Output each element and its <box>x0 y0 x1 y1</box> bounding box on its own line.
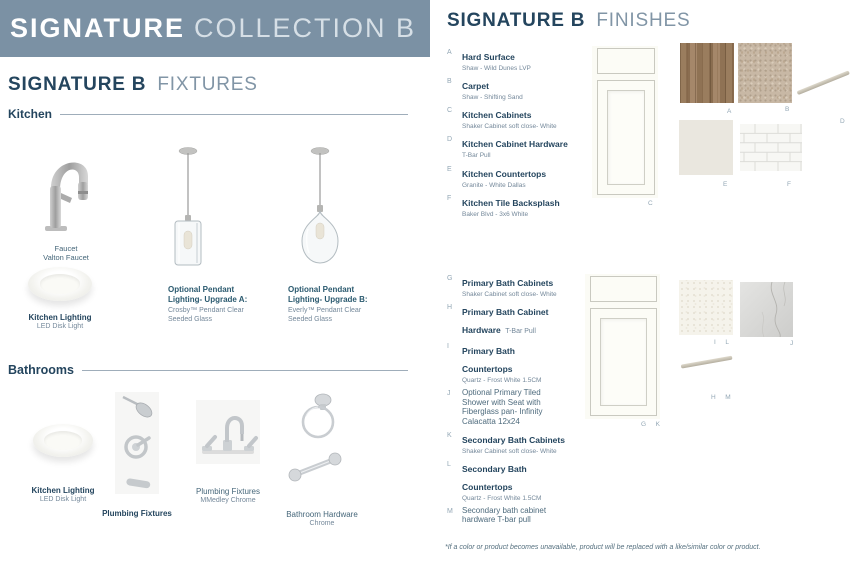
finish-item-k <box>447 430 567 456</box>
finish-name: Secondary bath cabinet hardware T-bar pull <box>462 505 547 525</box>
bath-faucet-name: Plumbing Fixtures <box>195 487 261 496</box>
finish-name: Kitchen Cabinet Hardware <box>462 139 568 150</box>
finish-name: Kitchen Cabinets <box>462 110 532 121</box>
swatch-label-j: J <box>790 340 796 347</box>
finish-item-b <box>447 76 597 102</box>
swatch-label-hm: H M <box>711 394 733 401</box>
cabinet-door-front <box>590 308 657 416</box>
kitchen-lighting-caption <box>14 313 106 332</box>
quartz-swatch <box>679 280 733 335</box>
finish-letter: M <box>447 507 453 515</box>
pendant-b-image <box>298 145 342 267</box>
finishes-heading <box>447 10 690 32</box>
finish-item-d <box>447 134 597 160</box>
finish-letter: B <box>447 78 452 86</box>
bath-lighting-caption <box>17 486 109 505</box>
fixtures-heading-bold: SIGNATURE B <box>8 74 147 95</box>
kitchen-section-rule <box>60 114 408 115</box>
pendant-a-sub-line1: Crosby™ Pendant Clear <box>168 306 244 314</box>
faucet-caption-line1: Faucet <box>54 244 78 253</box>
hardware-caption <box>272 510 372 529</box>
finish-name: Primary Bath Cabinet Hardware <box>462 307 549 336</box>
swatch-label-gk: G K <box>641 421 663 428</box>
kitchen-disk-light-image <box>28 267 92 301</box>
kitchen-cabinet-swatch <box>592 46 658 198</box>
pendant-b-sub-line2: Seeded Glass <box>288 315 332 323</box>
pendant-a-sub-line2: Seeded Glass <box>168 315 212 323</box>
finish-item-l <box>447 459 567 503</box>
pull-leg <box>811 89 816 97</box>
finish-letter: J <box>447 390 451 398</box>
finish-item-a <box>447 47 597 73</box>
finish-item-m <box>447 506 567 525</box>
finish-name: Optional Primary Tiled Shower with Seat with Fiberglass pan- Infinity Calacatta 12x24 <box>462 388 543 427</box>
hardware-name: Bathroom Hardware <box>286 510 358 519</box>
pendant-a-image <box>168 145 208 267</box>
swatch-label-c: C <box>648 200 655 207</box>
fixtures-heading <box>8 74 258 96</box>
finish-name: Kitchen Countertops <box>462 168 547 179</box>
pendant-b-sub-line1: Everly™ Pendant Clear <box>288 306 362 314</box>
swatch-label-b: B <box>785 106 792 113</box>
marble-swatch <box>740 282 793 337</box>
bath-lighting-sub: LED Disk Light <box>39 496 87 503</box>
finish-letter: K <box>447 431 452 439</box>
kitchen-section-header <box>8 107 408 121</box>
finishes-heading-light: FINISHES <box>596 10 691 31</box>
toilet-paper-holder-image <box>286 448 344 486</box>
finish-sub: Baker Blvd - 3x6 White <box>462 210 529 218</box>
finish-sub: Quartz - Frost White 1.5CM <box>462 494 542 502</box>
bathrooms-section-rule <box>82 370 408 371</box>
finish-sub: T-Bar Pull <box>505 328 536 336</box>
finish-letter: E <box>447 165 452 173</box>
pendant-b-name-line2: Lighting- Upgrade B: <box>288 295 368 305</box>
kitchen-lighting-sub: LED Disk Light <box>36 323 84 330</box>
finish-name: Secondary Bath Countertops <box>462 463 527 492</box>
finish-item-i <box>447 341 567 385</box>
banner-title-light: COLLECTION B <box>194 13 417 43</box>
finish-item-f <box>447 193 597 219</box>
finish-item-j <box>447 388 567 426</box>
bath-pull-swatch <box>681 356 736 385</box>
finish-item-c <box>447 105 597 131</box>
bath-disk-light-image <box>33 424 93 457</box>
faucet-caption-line2: Valton Faucet <box>43 253 89 263</box>
finish-item-e <box>447 164 597 190</box>
pendant-a-name-line1: Optional Pendant <box>168 285 235 294</box>
cabinet-door-front <box>597 80 655 195</box>
cabinet-door-panel <box>600 318 647 406</box>
finish-letter: D <box>447 136 453 144</box>
kitchen-lighting-name: Kitchen Lighting <box>28 313 92 322</box>
finish-name: Carpet <box>462 81 489 92</box>
cabinet-drawer-front <box>590 276 657 302</box>
bathrooms-section-header <box>8 363 408 377</box>
swatch-label-il: I L <box>714 339 732 346</box>
pendant-a-name-line2: Lighting- Upgrade A: <box>168 295 248 305</box>
finishes-heading-bold: SIGNATURE B <box>447 10 586 31</box>
kitchen-pull-swatch <box>797 70 853 113</box>
bath-cabinet-swatch <box>585 274 660 419</box>
hardware-sub: Chrome <box>309 520 335 527</box>
finish-letter: G <box>447 275 453 282</box>
bath-faucet-caption <box>183 487 273 506</box>
shower-set-drawing <box>115 392 159 494</box>
bath-finishes-list <box>447 273 567 528</box>
finish-letter: A <box>447 49 452 56</box>
pendant-b-name-line1: Optional Pendant <box>288 285 355 294</box>
swatch-label-f: F <box>787 181 793 188</box>
finish-name: Hard Surface <box>462 52 515 62</box>
bathrooms-section-label: Bathrooms <box>8 363 74 377</box>
carpet-swatch <box>738 43 792 103</box>
banner-title-bold: SIGNATURE <box>10 13 186 43</box>
finish-item-h <box>447 302 567 338</box>
finish-sub: Shaw - Wild Dunes LVP <box>462 65 531 72</box>
bath-faucet-sub: MMedley Chrome <box>200 497 256 504</box>
kitchen-section-label: Kitchen <box>8 107 53 121</box>
fixtures-heading-light: FIXTURES <box>157 74 258 95</box>
pull-bar <box>681 356 733 369</box>
cabinet-drawer-front <box>597 48 655 74</box>
pull-leg <box>694 366 698 373</box>
finish-name: Secondary Bath Cabinets <box>462 434 565 445</box>
finish-name: Primary Bath Cabinets <box>462 278 554 288</box>
finish-name: Kitchen Tile Backsplash <box>462 197 560 208</box>
finish-sub: Shaker Cabinet soft close- White <box>462 123 557 131</box>
swatch-label-d: D <box>840 118 847 125</box>
granite-swatch <box>679 120 733 175</box>
finish-item-g <box>447 273 567 299</box>
disclaimer-text: *If a color or product becomes unavailable, product will be replaced with a like/similar color or product. <box>445 544 761 551</box>
bath-faucet-image <box>196 400 260 464</box>
finish-letter: H <box>447 304 453 312</box>
finish-sub: Granite - White Dallas <box>462 181 526 189</box>
faucet-caption <box>12 244 120 263</box>
swatch-label-a: A <box>727 108 734 115</box>
finish-letter: I <box>447 343 449 351</box>
collection-banner <box>0 0 430 57</box>
finish-letter: C <box>447 107 453 115</box>
finish-sub: Shaker Cabinet soft close- White <box>462 291 557 298</box>
swatch-label-e: E <box>723 181 730 188</box>
finish-letter: L <box>447 460 451 468</box>
shower-set-image <box>115 392 159 494</box>
pull-leg <box>716 362 720 369</box>
bath-faucet-drawing <box>196 400 260 464</box>
finish-name: Primary Bath Countertops <box>462 346 515 375</box>
shower-caption <box>92 509 182 519</box>
disk-light-lens <box>40 274 81 293</box>
finish-sub: T-Bar Pull <box>462 152 491 160</box>
hard-surface-swatch <box>680 43 734 103</box>
cabinet-door-panel <box>607 90 645 185</box>
kitchen-faucet-image <box>36 146 96 234</box>
finish-sub: Quartz - Frost White 1.5CM <box>462 377 542 385</box>
shower-name: Plumbing Fixtures <box>102 509 172 518</box>
bath-lighting-name: Kitchen Lighting <box>31 486 95 495</box>
kitchen-finishes-list <box>447 47 597 222</box>
finish-sub: Shaker Cabinet soft close- White <box>462 447 557 455</box>
pull-leg <box>833 80 838 88</box>
towel-ring-image <box>296 392 338 442</box>
pendant-b-caption <box>288 285 388 324</box>
finish-sub: Shaw - Shifting Sand <box>462 94 523 102</box>
pendant-a-caption <box>168 285 268 324</box>
finish-letter: F <box>447 194 452 202</box>
disk-light-lens <box>44 431 82 449</box>
subway-tile-swatch <box>740 124 802 171</box>
pull-bar <box>797 70 850 95</box>
